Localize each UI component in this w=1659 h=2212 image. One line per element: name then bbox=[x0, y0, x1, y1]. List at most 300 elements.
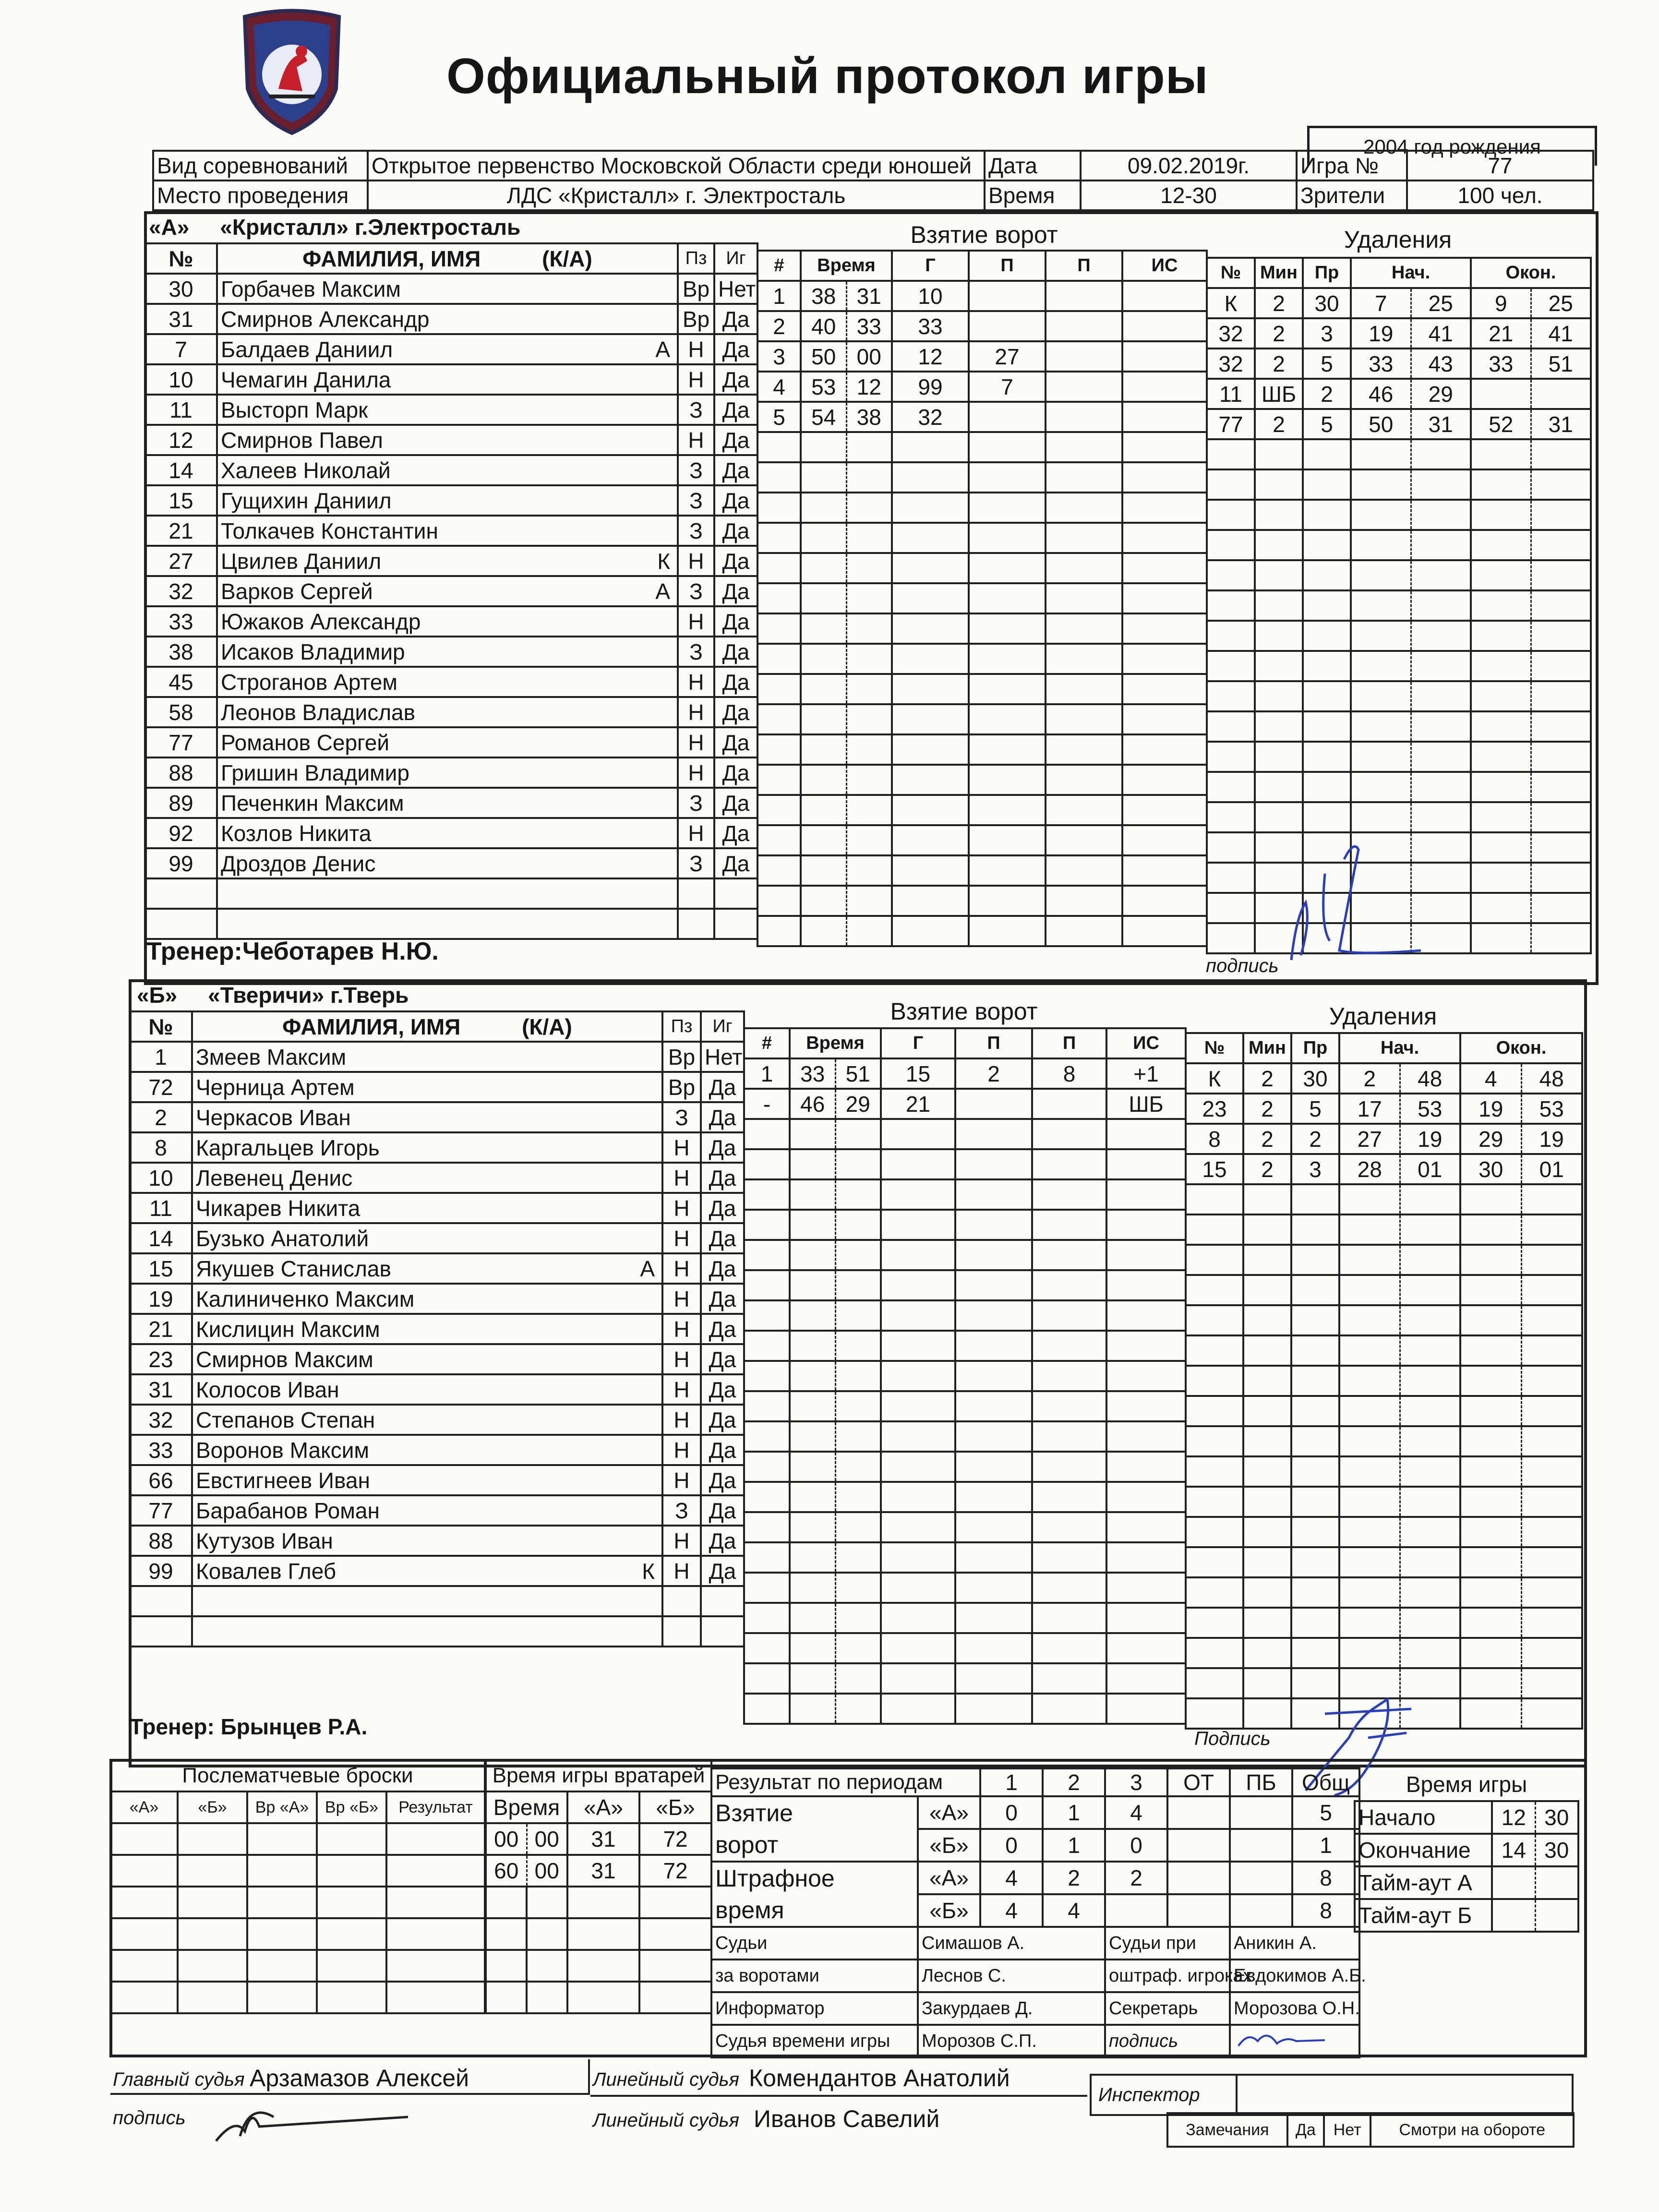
empty-cell bbox=[1303, 530, 1351, 560]
penalty-player: 32 bbox=[1207, 318, 1255, 349]
empty-cell bbox=[1460, 1608, 1521, 1638]
empty-cell bbox=[1411, 500, 1471, 530]
empty-cell bbox=[1303, 469, 1351, 500]
penalty-row bbox=[1186, 1275, 1582, 1305]
federation-logo bbox=[240, 7, 344, 137]
col-pen-start: Нач. bbox=[1351, 258, 1471, 288]
empty-cell bbox=[881, 1482, 955, 1512]
empty-cell bbox=[178, 1855, 247, 1887]
empty-cell bbox=[1255, 590, 1303, 621]
player-name bbox=[217, 667, 678, 697]
player-played: Да bbox=[701, 1132, 744, 1163]
empty-cell bbox=[744, 1270, 790, 1300]
player-number: 58 bbox=[145, 697, 217, 727]
goal-scorer: 12 bbox=[892, 341, 969, 372]
empty-cell bbox=[969, 613, 1046, 644]
empty-cell bbox=[1471, 621, 1531, 651]
empty-cell bbox=[1291, 1547, 1339, 1577]
player-position: З bbox=[678, 576, 714, 606]
empty-cell bbox=[1106, 1542, 1186, 1573]
periods-title: Результат по периодам bbox=[711, 1768, 980, 1796]
player-name bbox=[217, 516, 678, 546]
player-name bbox=[217, 848, 678, 878]
empty-cell bbox=[790, 1210, 835, 1240]
empty-cell bbox=[1046, 462, 1122, 493]
goal-minute: 54 bbox=[801, 402, 846, 432]
empty-cell bbox=[1291, 1275, 1339, 1305]
penalty-start-min: 19 bbox=[1351, 318, 1411, 349]
game-time-title: Время игры bbox=[1406, 1772, 1527, 1797]
player-row bbox=[130, 1132, 744, 1163]
empty-cell bbox=[1400, 1366, 1460, 1396]
player-position: Н bbox=[678, 606, 714, 637]
empty-cell bbox=[678, 878, 714, 909]
empty-cell bbox=[790, 1452, 835, 1482]
shootout-col: «Б» bbox=[178, 1791, 247, 1823]
empty-cell bbox=[1411, 439, 1471, 469]
player-number: 11 bbox=[145, 395, 217, 425]
empty-cell bbox=[486, 1950, 527, 1982]
empty-cell bbox=[757, 583, 801, 613]
empty-cell bbox=[744, 1694, 790, 1724]
empty-cell bbox=[1411, 590, 1471, 621]
empty-cell bbox=[790, 1663, 835, 1694]
empty-cell bbox=[1400, 1184, 1460, 1214]
empty-cell bbox=[1460, 1487, 1521, 1517]
team-a-goals-title: Взятие ворот bbox=[910, 221, 1058, 248]
player-name bbox=[192, 1495, 662, 1526]
player-row bbox=[145, 546, 757, 576]
penalty-row bbox=[1186, 1214, 1582, 1245]
col-goal-situation: ИС bbox=[1122, 251, 1207, 281]
player-number: 88 bbox=[145, 757, 217, 788]
empty-cell bbox=[744, 1149, 790, 1179]
empty-cell bbox=[1531, 590, 1591, 621]
empty-cell bbox=[881, 1240, 955, 1270]
player-number: 99 bbox=[130, 1556, 192, 1586]
goal-row bbox=[744, 1361, 1186, 1391]
goal-row bbox=[744, 1633, 1186, 1663]
empty-cell bbox=[1460, 1335, 1521, 1366]
empty-cell bbox=[1046, 553, 1122, 583]
player-played: Да bbox=[714, 334, 757, 364]
player-number: 15 bbox=[130, 1253, 192, 1284]
empty-cell bbox=[1460, 1577, 1521, 1608]
goal-second: 12 bbox=[846, 372, 892, 402]
empty-cell bbox=[969, 644, 1046, 674]
empty-cell bbox=[801, 916, 846, 946]
penalty-row bbox=[1207, 802, 1591, 832]
empty-cell bbox=[247, 1950, 317, 1982]
empty-cell bbox=[527, 1950, 567, 1982]
team-b-header bbox=[137, 982, 409, 1008]
empty-cell bbox=[1106, 1119, 1186, 1149]
penalty-minutes: 2 bbox=[1255, 318, 1303, 349]
player-position: Н bbox=[678, 818, 714, 848]
empty-cell bbox=[1291, 1608, 1339, 1638]
player-position: Н bbox=[678, 546, 714, 576]
empty-cell bbox=[1207, 923, 1255, 953]
player-name bbox=[192, 1374, 662, 1405]
player-played: Да bbox=[714, 364, 757, 395]
empty-cell bbox=[744, 1663, 790, 1694]
empty-cell bbox=[1186, 1245, 1243, 1275]
empty-cell bbox=[1400, 1396, 1460, 1426]
period-value: 4 bbox=[980, 1862, 1043, 1894]
empty-cell bbox=[1303, 742, 1351, 772]
empty-cell bbox=[846, 523, 892, 553]
shootout-row bbox=[110, 1823, 485, 1855]
empty-cell bbox=[1339, 1517, 1400, 1547]
player-position: Н bbox=[678, 697, 714, 727]
penalty-row bbox=[1186, 1547, 1582, 1577]
empty-cell bbox=[1106, 1331, 1186, 1361]
player-row bbox=[145, 637, 757, 667]
col-num: № bbox=[145, 243, 217, 274]
player-name bbox=[217, 576, 678, 606]
player-played: Да bbox=[714, 757, 757, 788]
empty-cell bbox=[1122, 855, 1207, 886]
empty-cell bbox=[1460, 1638, 1521, 1668]
page-title: Официальный протокол игры bbox=[446, 48, 1209, 104]
player-number: 32 bbox=[130, 1405, 192, 1435]
empty-cell bbox=[1521, 1305, 1582, 1335]
empty-cell bbox=[1243, 1456, 1291, 1487]
empty-cell bbox=[1106, 1179, 1186, 1210]
player-name bbox=[217, 485, 678, 516]
goal-assist-1: 27 bbox=[969, 341, 1046, 372]
game-time-minute: 30 bbox=[1535, 1801, 1578, 1834]
player-position: Вр bbox=[662, 1072, 701, 1102]
game-label: Игра № bbox=[1297, 151, 1407, 180]
empty-cell bbox=[955, 1149, 1032, 1179]
empty-cell bbox=[1303, 590, 1351, 621]
empty-cell bbox=[1531, 742, 1591, 772]
player-name bbox=[217, 395, 678, 425]
empty-cell bbox=[1122, 795, 1207, 825]
col-pen-min: Мин bbox=[1243, 1033, 1291, 1063]
goal-row bbox=[744, 1089, 1186, 1119]
goal-number: - bbox=[744, 1089, 790, 1119]
empty-cell bbox=[1411, 530, 1471, 560]
player-position: Н bbox=[662, 1556, 701, 1586]
game-time-row bbox=[1355, 1899, 1578, 1932]
player-name bbox=[217, 546, 678, 576]
goal-row bbox=[757, 553, 1207, 583]
penalty-row bbox=[1207, 621, 1591, 651]
goal-row bbox=[757, 583, 1207, 613]
penalty-end-sec: 41 bbox=[1531, 318, 1591, 349]
period-value bbox=[1230, 1894, 1292, 1927]
empty-cell bbox=[1471, 832, 1531, 863]
penalty-row bbox=[1207, 469, 1591, 500]
game-time-table bbox=[1354, 1800, 1579, 1933]
empty-cell bbox=[969, 553, 1046, 583]
empty-cell bbox=[1471, 681, 1531, 711]
penalty-player: К bbox=[1207, 288, 1255, 318]
empty-cell bbox=[1339, 1456, 1400, 1487]
penalty-reason: 2 bbox=[1291, 1124, 1339, 1154]
empty-cell bbox=[1460, 1305, 1521, 1335]
player-name-text: Степанов Степан bbox=[196, 1407, 375, 1432]
empty-cell bbox=[1531, 711, 1591, 742]
officials-row bbox=[711, 1992, 1359, 2025]
empty-cell bbox=[1339, 1335, 1400, 1366]
player-played: Да bbox=[701, 1284, 744, 1314]
empty-cell bbox=[757, 795, 801, 825]
empty-cell bbox=[969, 916, 1046, 946]
player-row bbox=[145, 576, 757, 606]
empty-cell bbox=[801, 825, 846, 855]
empty-cell bbox=[1032, 1149, 1106, 1179]
empty-cell bbox=[757, 493, 801, 523]
secretary-signature-mark bbox=[1234, 2027, 1330, 2051]
empty-cell bbox=[247, 1982, 317, 2013]
penalty-row bbox=[1186, 1456, 1582, 1487]
goal-row bbox=[757, 855, 1207, 886]
empty-cell bbox=[130, 1616, 192, 1647]
shootout-title: Послематчевые броски bbox=[110, 1760, 485, 1791]
official-name: Евдокимов А.Б. bbox=[1230, 1960, 1359, 1992]
penalty-row bbox=[1186, 1184, 1582, 1214]
empty-cell bbox=[1339, 1396, 1400, 1426]
penalty-row bbox=[1186, 1638, 1582, 1668]
goal-row bbox=[744, 1300, 1186, 1331]
empty-cell bbox=[1032, 1210, 1106, 1240]
empty-cell bbox=[881, 1119, 955, 1149]
penalty-start-sec: 01 bbox=[1400, 1154, 1460, 1184]
player-position: Н bbox=[662, 1253, 701, 1284]
penalty-row bbox=[1186, 1577, 1582, 1608]
empty-cell bbox=[1521, 1517, 1582, 1547]
empty-cell bbox=[1291, 1456, 1339, 1487]
empty-cell bbox=[1186, 1577, 1243, 1608]
goal-row bbox=[757, 462, 1207, 493]
player-name-text: Колосов Иван bbox=[196, 1377, 339, 1402]
goal-row bbox=[744, 1240, 1186, 1270]
goal-row bbox=[757, 402, 1207, 432]
penalty-reason: 30 bbox=[1291, 1063, 1339, 1094]
period-value: 4 bbox=[980, 1894, 1043, 1927]
player-row bbox=[130, 1526, 744, 1556]
remarks-no[interactable]: Нет bbox=[1324, 2113, 1370, 2147]
player-position: Н bbox=[662, 1526, 701, 1556]
empty-cell bbox=[955, 1603, 1032, 1633]
player-name bbox=[192, 1344, 662, 1374]
empty-cell bbox=[1046, 855, 1122, 886]
empty-cell bbox=[744, 1119, 790, 1149]
empty-cell bbox=[955, 1421, 1032, 1452]
player-played: Да bbox=[701, 1314, 744, 1344]
remarks-yes[interactable]: Да bbox=[1287, 2113, 1324, 2147]
goal-second: 29 bbox=[835, 1089, 881, 1119]
player-row bbox=[145, 485, 757, 516]
col-name: ФАМИЛИЯ, ИМЯ (К/А) bbox=[192, 1011, 662, 1042]
goal-assist-1 bbox=[969, 402, 1046, 432]
empty-cell bbox=[1471, 590, 1531, 621]
empty-cell bbox=[1531, 893, 1591, 923]
player-position: Н bbox=[678, 425, 714, 455]
gk-team-b: 72 bbox=[639, 1855, 711, 1887]
empty-cell bbox=[790, 1391, 835, 1421]
empty-cell bbox=[1046, 916, 1122, 946]
empty-cell bbox=[1255, 742, 1303, 772]
empty-cell bbox=[567, 1918, 639, 1950]
penalty-row bbox=[1186, 1094, 1582, 1124]
empty-cell bbox=[1046, 583, 1122, 613]
empty-cell bbox=[955, 1512, 1032, 1542]
penalty-row bbox=[1186, 1517, 1582, 1547]
shootout-row bbox=[110, 1855, 485, 1887]
empty-cell bbox=[835, 1361, 881, 1391]
empty-cell bbox=[1291, 1426, 1339, 1456]
empty-cell bbox=[757, 613, 801, 644]
empty-cell bbox=[835, 1119, 881, 1149]
player-row bbox=[130, 1042, 744, 1072]
empty-cell bbox=[1207, 742, 1255, 772]
empty-cell bbox=[846, 916, 892, 946]
game-time-minute: 30 bbox=[1535, 1834, 1578, 1866]
empty-cell bbox=[790, 1603, 835, 1633]
empty-cell bbox=[1291, 1517, 1339, 1547]
empty-cell bbox=[1255, 560, 1303, 590]
empty-cell bbox=[801, 523, 846, 553]
empty-cell bbox=[835, 1603, 881, 1633]
player-played: Да bbox=[714, 697, 757, 727]
penalty-row bbox=[1207, 530, 1591, 560]
col-goal-assist-1: П bbox=[969, 251, 1046, 281]
penalty-end-min: 30 bbox=[1460, 1154, 1521, 1184]
player-name bbox=[192, 1042, 662, 1072]
penalty-minutes: 2 bbox=[1243, 1063, 1291, 1094]
empty-cell bbox=[1471, 500, 1531, 530]
empty-cell bbox=[757, 734, 801, 765]
empty-cell bbox=[1400, 1487, 1460, 1517]
empty-cell bbox=[1460, 1426, 1521, 1456]
period-3: 3 bbox=[1105, 1768, 1167, 1796]
empty-cell bbox=[881, 1270, 955, 1300]
empty-cell bbox=[1460, 1214, 1521, 1245]
period-2: 2 bbox=[1043, 1768, 1105, 1796]
player-name-text: Цвилев Даниил bbox=[221, 548, 382, 574]
empty-cell bbox=[744, 1482, 790, 1512]
goal-row bbox=[757, 886, 1207, 916]
period-value: 0 bbox=[980, 1829, 1043, 1862]
empty-cell bbox=[892, 613, 969, 644]
empty-cell bbox=[881, 1694, 955, 1724]
penalty-end-sec: 53 bbox=[1521, 1094, 1582, 1124]
empty-cell bbox=[192, 1616, 662, 1647]
empty-cell bbox=[1255, 500, 1303, 530]
empty-cell bbox=[1046, 644, 1122, 674]
goal-assist-2 bbox=[1046, 341, 1122, 372]
col-num: № bbox=[130, 1011, 192, 1042]
gk-row bbox=[486, 1887, 711, 1918]
player-row bbox=[145, 878, 757, 909]
player-row bbox=[145, 516, 757, 546]
player-number: 11 bbox=[130, 1193, 192, 1223]
official-label: оштраф. игроках bbox=[1105, 1960, 1230, 1992]
empty-cell bbox=[317, 1950, 386, 1982]
player-name bbox=[217, 637, 678, 667]
penalty-end-min: 9 bbox=[1471, 288, 1531, 318]
official-name: Закурдаев Д. bbox=[918, 1992, 1105, 2025]
empty-cell bbox=[846, 553, 892, 583]
empty-cell bbox=[1521, 1487, 1582, 1517]
empty-cell bbox=[846, 886, 892, 916]
empty-cell bbox=[790, 1149, 835, 1179]
empty-cell bbox=[1046, 613, 1122, 644]
period-team-tag: «Б» bbox=[918, 1829, 980, 1862]
empty-cell bbox=[881, 1663, 955, 1694]
empty-cell bbox=[1291, 1396, 1339, 1426]
empty-cell bbox=[881, 1300, 955, 1331]
empty-cell bbox=[1186, 1456, 1243, 1487]
col-pen-end: Окон. bbox=[1460, 1033, 1582, 1063]
empty-cell bbox=[1339, 1275, 1400, 1305]
player-position: Н bbox=[662, 1405, 701, 1435]
player-number: 72 bbox=[130, 1072, 192, 1102]
player-played: Да bbox=[701, 1435, 744, 1465]
goal-scorer: 32 bbox=[892, 402, 969, 432]
player-role: К bbox=[642, 1558, 655, 1584]
empty-cell bbox=[1106, 1391, 1186, 1421]
empty-cell bbox=[1106, 1300, 1186, 1331]
goal-minute: 50 bbox=[801, 341, 846, 372]
player-name bbox=[192, 1556, 662, 1586]
period-value: 2 bbox=[1043, 1862, 1105, 1894]
player-name-text: Гущихин Даниил bbox=[221, 488, 392, 513]
empty-cell bbox=[1351, 772, 1411, 802]
empty-cell bbox=[1243, 1275, 1291, 1305]
empty-cell bbox=[744, 1603, 790, 1633]
penalty-row bbox=[1186, 1426, 1582, 1456]
empty-cell bbox=[1460, 1668, 1521, 1698]
player-number: 2 bbox=[130, 1102, 192, 1132]
goal-number: 1 bbox=[757, 281, 801, 311]
empty-cell bbox=[892, 462, 969, 493]
player-number: 38 bbox=[145, 637, 217, 667]
empty-cell bbox=[567, 1950, 639, 1982]
goal-second: 33 bbox=[846, 311, 892, 341]
empty-cell bbox=[744, 1179, 790, 1210]
goal-row bbox=[744, 1331, 1186, 1361]
penalty-reason: 5 bbox=[1303, 349, 1351, 379]
period-row-label: Штрафное bbox=[711, 1862, 918, 1894]
empty-cell bbox=[247, 1855, 317, 1887]
period-row bbox=[711, 1829, 1359, 1862]
penalty-start-sec: 31 bbox=[1411, 409, 1471, 439]
shootout-col: Вр «А» bbox=[247, 1791, 317, 1823]
goal-row bbox=[744, 1694, 1186, 1724]
penalty-end-min: 29 bbox=[1460, 1124, 1521, 1154]
player-row bbox=[130, 1616, 744, 1647]
penalty-end-min: 33 bbox=[1471, 349, 1531, 379]
time-value: 12-30 bbox=[1081, 180, 1297, 210]
empty-cell bbox=[1535, 1899, 1578, 1932]
empty-cell bbox=[386, 1823, 485, 1855]
empty-cell bbox=[846, 825, 892, 855]
empty-cell bbox=[892, 734, 969, 765]
goal-assist-2 bbox=[1046, 402, 1122, 432]
empty-cell bbox=[835, 1240, 881, 1270]
empty-cell bbox=[801, 886, 846, 916]
penalty-start-min: 46 bbox=[1351, 379, 1411, 409]
empty-cell bbox=[714, 878, 757, 909]
player-name-text: Варков Сергей bbox=[221, 578, 373, 604]
player-played: Да bbox=[714, 455, 757, 485]
empty-cell bbox=[1106, 1421, 1186, 1452]
